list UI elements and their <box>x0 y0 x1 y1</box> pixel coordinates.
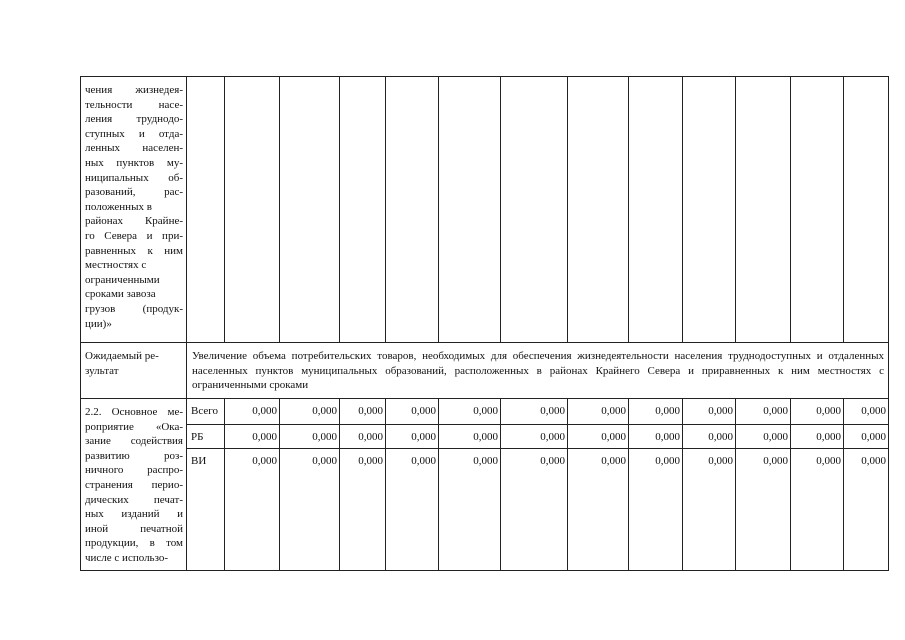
value-cell: 0,000 <box>568 449 629 571</box>
value-cell: 0,000 <box>386 449 439 571</box>
table-row <box>81 343 889 399</box>
funding-source-label: РБ <box>187 425 225 449</box>
value-cell: 0,000 <box>568 399 629 425</box>
program-table <box>80 76 889 571</box>
empty-cell <box>568 77 629 343</box>
funding-source-label: ВИ <box>187 449 225 571</box>
value-cell: 0,000 <box>225 399 280 425</box>
value-cell: 0,000 <box>225 425 280 449</box>
empty-cell <box>386 77 439 343</box>
empty-cell <box>439 77 501 343</box>
value-cell: 0,000 <box>683 425 736 449</box>
value-cell: 0,000 <box>629 425 683 449</box>
value-cell: 0,000 <box>791 425 844 449</box>
empty-cell <box>844 77 889 343</box>
table-row <box>81 77 889 343</box>
value-cell: 0,000 <box>340 425 386 449</box>
table-row <box>81 449 889 571</box>
table-row <box>81 399 889 425</box>
row-name-cell: чения жизнедея- тельности насе- ления труднодо- ступных и отда- ленных населен- ных пунктов му- ниципальных об- разований, рас- положенных в районах Крайне- го Севера и при- равненных к ним местностях с ограниченными сроками завоза грузов (продук- ции)» <box>81 77 187 343</box>
value-cell: 0,000 <box>791 399 844 425</box>
empty-cell <box>791 77 844 343</box>
expected-result-label: Ожидаемый ре- зультат <box>81 343 187 399</box>
value-cell: 0,000 <box>439 399 501 425</box>
value-cell: 0,000 <box>736 425 791 449</box>
empty-cell <box>340 77 386 343</box>
value-cell: 0,000 <box>439 449 501 571</box>
value-cell: 0,000 <box>340 399 386 425</box>
empty-cell <box>280 77 340 343</box>
value-cell: 0,000 <box>340 449 386 571</box>
value-cell: 0,000 <box>501 399 568 425</box>
empty-cell <box>187 77 225 343</box>
empty-cell <box>736 77 791 343</box>
value-cell: 0,000 <box>386 425 439 449</box>
event-name-cell: 2.2. Основное ме- роприятие «Ока- зание содействия развитию роз- ничного распро- странения перио- дических печат- ных изданий и иной печатной продукции, в том числе с использо- <box>81 399 187 571</box>
value-cell: 0,000 <box>439 425 501 449</box>
value-cell: 0,000 <box>501 449 568 571</box>
funding-source-label: Всего <box>187 399 225 425</box>
value-cell: 0,000 <box>280 399 340 425</box>
value-cell: 0,000 <box>844 425 889 449</box>
value-cell: 0,000 <box>736 399 791 425</box>
value-cell: 0,000 <box>501 425 568 449</box>
empty-cell <box>501 77 568 343</box>
empty-cell <box>629 77 683 343</box>
value-cell: 0,000 <box>844 399 889 425</box>
value-cell: 0,000 <box>225 449 280 571</box>
value-cell: 0,000 <box>683 399 736 425</box>
value-cell: 0,000 <box>629 449 683 571</box>
value-cell: 0,000 <box>386 399 439 425</box>
value-cell: 0,000 <box>791 449 844 571</box>
value-cell: 0,000 <box>629 399 683 425</box>
value-cell: 0,000 <box>568 425 629 449</box>
value-cell: 0,000 <box>844 449 889 571</box>
value-cell: 0,000 <box>683 449 736 571</box>
table-row <box>81 425 889 449</box>
value-cell: 0,000 <box>280 449 340 571</box>
empty-cell <box>225 77 280 343</box>
expected-result-text: Увеличение объема потребительских товаров, необходимых для обеспечения жизнедеятельности населения труднодоступных и отдаленных населенных пунктов муниципальных образований, расположенных в районах Крайнего Севера и приравненных к ним местностях с ограниченными сроками <box>187 343 889 399</box>
empty-cell <box>683 77 736 343</box>
value-cell: 0,000 <box>280 425 340 449</box>
value-cell: 0,000 <box>736 449 791 571</box>
